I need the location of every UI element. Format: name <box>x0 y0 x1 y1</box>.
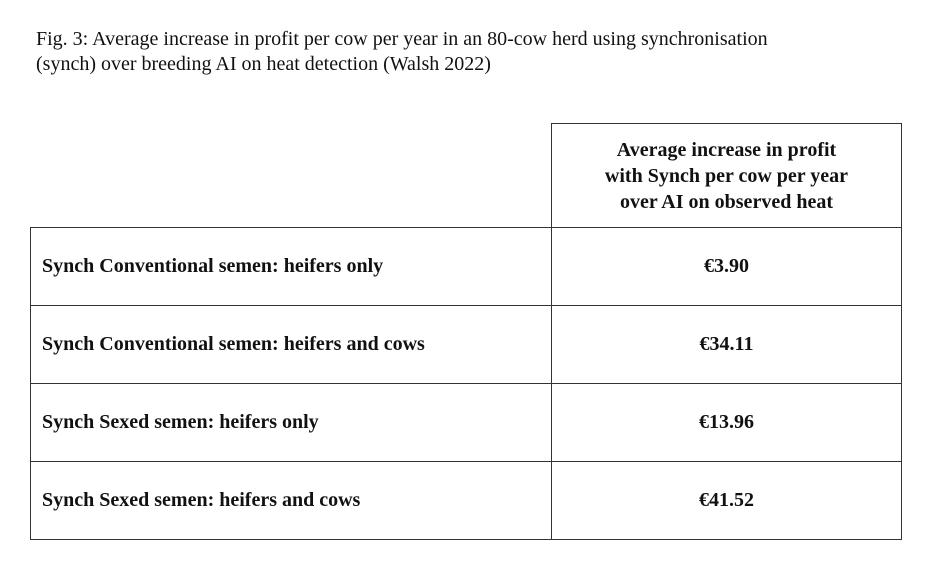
row-label: Synch Conventional semen: heifers and cows <box>31 306 552 384</box>
table-row <box>31 228 902 306</box>
row-label: Synch Sexed semen: heifers and cows <box>31 462 552 540</box>
column-header-line-2: with Synch per cow per year <box>604 164 849 187</box>
column-header-line-3: over AI on observed heat <box>620 190 833 213</box>
column-header-line-1: Average increase in profit <box>616 138 837 161</box>
row-value: €3.90 <box>552 228 902 306</box>
row-label: Synch Sexed semen: heifers only <box>31 384 552 462</box>
table-row <box>31 384 902 462</box>
table-row <box>31 306 902 384</box>
caption-line-2: (synch) over breeding AI on heat detection (Walsh 2022) <box>36 53 491 75</box>
figure-caption <box>36 27 906 77</box>
column-header <box>552 124 902 228</box>
row-value: €41.52 <box>552 462 902 540</box>
header-empty-cell <box>31 124 552 228</box>
row-label: Synch Conventional semen: heifers only <box>31 228 552 306</box>
table-header-row <box>31 124 902 228</box>
row-value: €34.11 <box>552 306 902 384</box>
caption-line-1: Fig. 3: Average increase in profit per cow per year in an 80-cow herd using synchronisation <box>36 28 768 50</box>
profit-table <box>30 123 902 540</box>
table-row <box>31 462 902 540</box>
row-value: €13.96 <box>552 384 902 462</box>
